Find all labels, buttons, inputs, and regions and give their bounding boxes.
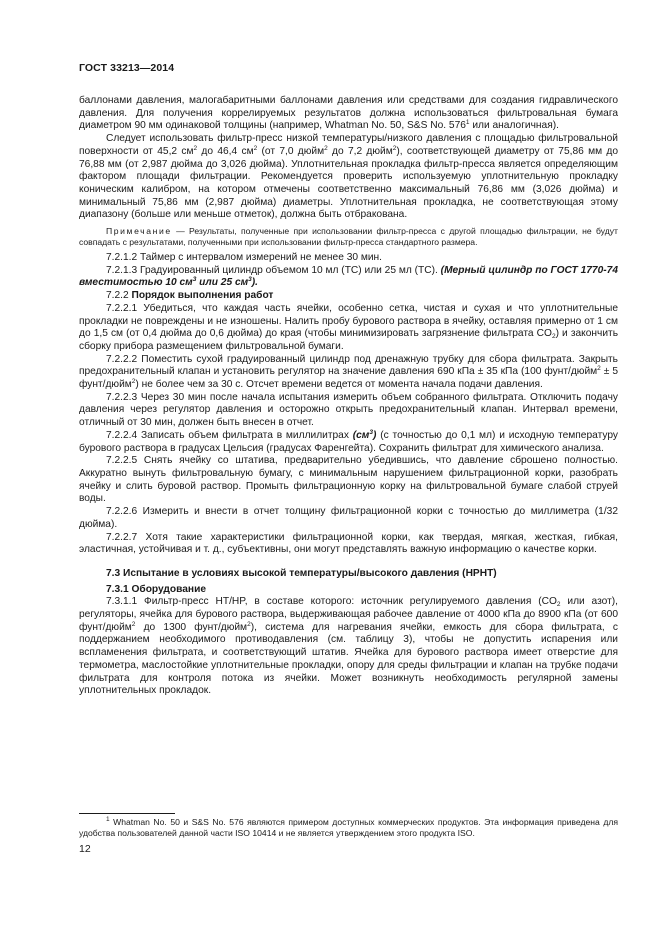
paragraph-filter-paper: баллонами давления, малогабаритными баллонами давления или средствами для создания гидравлического давления. Для получения коррелируемых результатов должна использоваться фильтровальная бумага диаметром 90 мм одинаковой толщины (например, Whatman No. 50, S&S No. $576^1$ или аналогичная). — [79, 95, 618, 132]
note-text: — Результаты, полученные при использовании фильтр-пресса с другой площадью фильтрации, не будут совпадать с результатами, полученными при использовании фильтр-пресса стандартного размера. — [79, 226, 618, 248]
clause-7-2-2-4: 7.2.2.4 Записать объем фильтрата в миллилитрах $(см^3)$ (с точностью до 0,1 мл) и исходную температуру бурового раствора в градусах Цельсия (градусах Фаренгейта). Сохранить фильтрат для химического анализа. — [79, 428, 618, 454]
page-number: 12 — [79, 843, 91, 855]
footnote-marker: 1 — [106, 816, 110, 823]
footnote-ref: 1 — [465, 119, 470, 127]
clause-7-2-2-1: 7.2.2.1 Убедиться, что каждая часть ячейки, особенно сетка, чистая и сухая и что уплотнительные прокладки не повреждены и не изношены. Налить пробу бурового раствора в ячейку, оставляя примерно от 1 см до 1,5 см (от 0,4 дюйма до 0,6 дюйма) до края (чтобы минимизировать загрязнение фильтрата $CO_2$) и закончить сборку прибора размещением фильтровальной бумаги. — [79, 302, 619, 352]
clause-7-2-2-2: 7.2.2.2 Поместить сухой градуированный цилиндр под дренажную трубку для сбора фильтрата. Закрыть предохранительный клапан и установить регулятор на значение давления 690 кПа ± 35 кПа (100 фунт/дюйм$^2$ ± 5 фунт/дюйм$^2$) не более чем за 30 с. Отсчет времени ведется от момента начала подачи давления. — [79, 353, 618, 391]
clause-7-2-1-3: 7.2.1.3 Градуированный цилиндр объемом 10 мл (ТС) или 25 мл (ТС). (Мерный цилиндр по ГОСТ 1770-74 вместимостью 10 $см^3$ или 25 $см^3$). — [79, 264, 618, 289]
document-header: ГОСТ 33213—2014 — [79, 62, 175, 74]
paragraph-filter-area: Следует использовать фильтр-пресс низкой температуры/низкого давления с площадью фильтровальной поверхности от 45,2 $см^2$ до 46,4 $см^2$ (от 7,0 дюйм$^2$ до 7,2 дюйм$^2$), соответствующей диаметру от 75,86 мм до 76,88 мм (от 2,987 дюйма до 3,026 дюйма). Уплотнительная прокладка фильтр-пресса является определяющим фактором площади фильтрации. Рекомендуется проверить используемую уплотнительную прокладку коническим калибром, на котором отмечены соответственно максимальный 76,86 мм (3,026 дюйма) и минимальный 75,86 мм (2,987 дюйма) диаметры. Уплотнительная прокладка, не соответствующая этому диапазону (больше или меньше отметок), должна быть отбракована. — [79, 133, 619, 221]
clause-7-2-2-5: 7.2.2.5 Снять ячейку со штатива, предварительно убедившись, что давление сброшено полностью. Аккуратно вынуть фильтровальную бумагу, с минимальным нарушением фильтрационной корки, разобрать ячейку и слить буровой раствор. Промыть фильтрационную корку на фильтровальной бумаге слабой струей воды. — [79, 455, 618, 505]
footnote-text: Whatman No. 50 и S&S No. 576 являются примером доступных коммерческих продуктов. Эта информация приведена для удобства пользователей данной части ISO 10414 и не является утверждением этого продукта ISO. — [79, 817, 618, 838]
note — [79, 226, 618, 248]
clause-7-2-2-6: 7.2.2.6 Измерить и внести в отчет толщину фильтрационной корки с точностью до миллиметра (1/32 дюйма). — [79, 506, 618, 530]
footnote-divider — [79, 813, 175, 814]
section-7-3-1-heading: 7.3.1 Оборудование — [106, 583, 206, 595]
document-body — [79, 95, 618, 698]
clause-7-2-1-2: 7.2.1.2 Таймер с интервалом измерений не менее 30 мин. — [106, 252, 383, 264]
section-7-3-heading: 7.3 Испытание в условиях высокой температуры/высокого давления (HPHT) — [106, 567, 497, 579]
footnote — [79, 817, 618, 839]
clause-7-3-1-1: 7.3.1.1 Фильтр-пресс HT/HP, в составе которого: источник регулируемого давления ($CO_2$ или азот), регуляторы, ячейка для бурового раствора, выдерживающая рабочее давление от 4000 кПа до 8900 кПа (от 600 фунт/дюйм$^2$ до 1300 фунт/дюйм$^2$), система для нагревания ячейки, емкость для сбора фильтрата, с поддержанием необходимого противодавления (см. таблицу 3), чтобы не допустить испарения или вспламенения фильтрата, и соответствующий штатив. Ячейка для бурового раствора имеет отверстие для термометра, маслостойкие уплотнительные прокладки, опору для среды фильтрации и клапан на трубке подачи фильтрата для контроля потока из ячейки. Может возникнуть необходимость регулярной замены уплотнительных прокладок. — [79, 596, 618, 697]
note-label: Примечание — [106, 226, 172, 237]
clause-7-2-2-heading: 7.2.2 Порядок выполнения работ — [106, 290, 274, 302]
clause-7-2-2-7: 7.2.2.7 Хотя такие характеристики фильтрационной корки, как твердая, мягкая, жесткая, гибкая, эластичная, устойчивая и т. д., субъективны, они могут представлять важную информацию о качестве корки. — [79, 531, 618, 556]
clause-7-2-2-3: 7.2.2.3 Через 30 мин после начала испытания измерить объем собранного фильтрата. Отключить подачу давления через регулятор давления и осторожно открыть предохранительный клапан. Интервал времени, отличный от 30 мин, должен быть внесен в отчет. — [79, 391, 618, 429]
